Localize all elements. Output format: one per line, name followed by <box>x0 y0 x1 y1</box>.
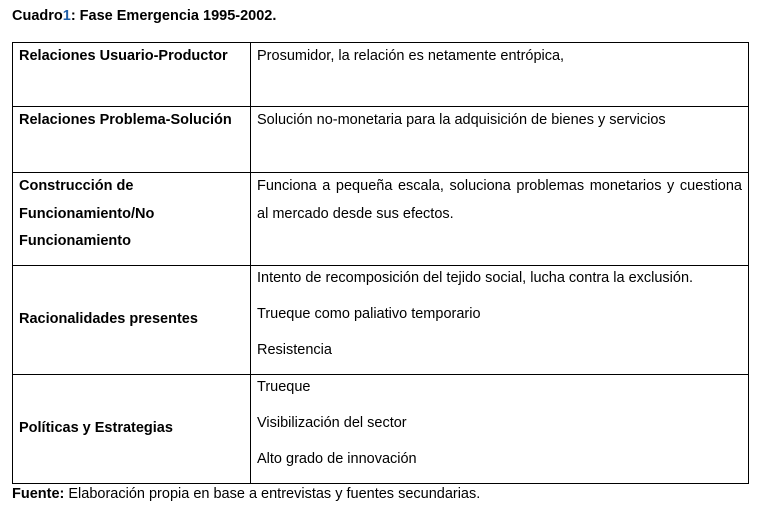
table-row <box>13 375 749 484</box>
caption-prefix: Cuadro <box>12 8 63 24</box>
row-header: Políticas y Estrategias <box>13 375 251 484</box>
row-content-line: Visibilización del sector <box>257 415 407 431</box>
row-content <box>251 266 749 375</box>
table-row <box>13 173 749 266</box>
row-header: Relaciones Usuario-Productor <box>13 43 251 107</box>
source-text: Elaboración propia en base a entrevistas y fuentes secundarias. <box>64 486 481 502</box>
row-content-line: Prosumidor, la relación es netamente entrópica, <box>257 48 565 64</box>
caption-number: 1 <box>62 8 71 24</box>
row-content-line: Resistencia <box>257 342 332 358</box>
row-header: Racionalidades presentes <box>13 266 251 375</box>
row-content-line: Funciona a pequeña escala, soluciona problemas monetarios y cuestiona al mercado desde sus efectos. <box>257 178 742 222</box>
row-content-line: Trueque como paliativo temporario <box>257 306 481 322</box>
row-content <box>251 375 749 484</box>
table-row <box>13 43 749 107</box>
row-content <box>251 173 749 266</box>
data-table <box>12 42 749 484</box>
row-content-line: Alto grado de innovación <box>257 451 417 467</box>
row-header: Relaciones Problema-Solución <box>13 107 251 173</box>
source-note <box>12 486 480 502</box>
table-caption <box>12 8 276 24</box>
row-content <box>251 107 749 173</box>
caption-title: : Fase Emergencia 1995-2002. <box>70 8 277 24</box>
row-content-line: Intento de recomposición del tejido social, lucha contra la exclusión. <box>257 270 694 286</box>
table-row <box>13 107 749 173</box>
row-header: Construcción de Funcionamiento/No Funcionamiento <box>13 173 251 266</box>
source-label: Fuente: <box>12 486 65 502</box>
row-content <box>251 43 749 107</box>
row-content-line: Solución no-monetaria para la adquisición de bienes y servicios <box>257 112 666 128</box>
table-row <box>13 266 749 375</box>
row-content-line: Trueque <box>257 379 311 395</box>
